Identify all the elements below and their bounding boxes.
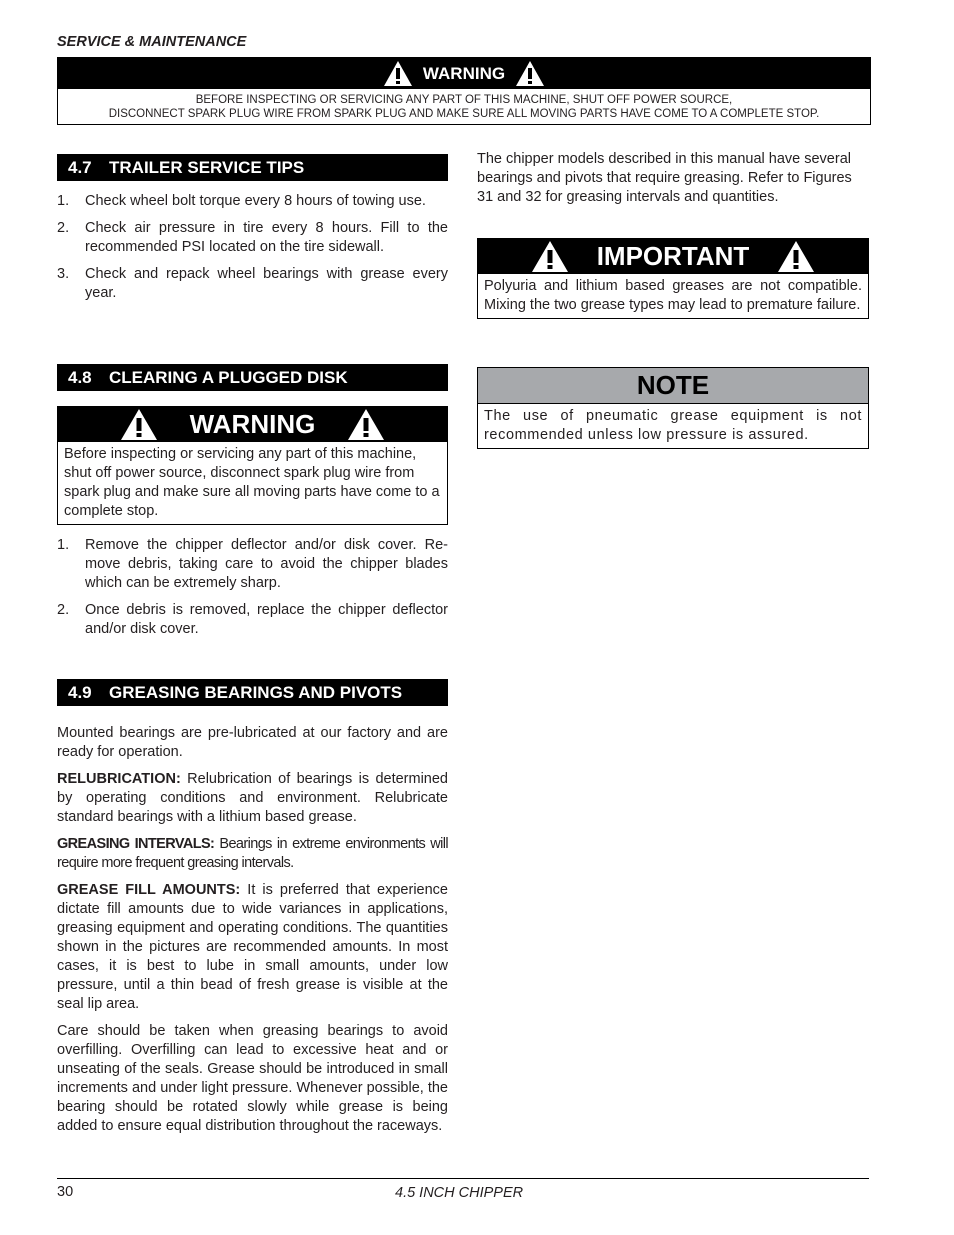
grease-fill-amounts-paragraph: GREASE FILL AMOUNTS: It is preferred that experience dictate fill amounts due to wide variances in applications, greasing equipment and operating conditions. The quantities shown in the pictures are recommended amounts. In most cases, it is best to lube in small amounts, under low pressure, until a thin bead of fresh grease is visible at the seal lip area. [57,882,448,1012]
list-item: 1. Check wheel bolt torque every 8 hours of towing use. [57,193,426,209]
care-paragraph: Care should be taken when greasing bearings to avoid overfilling. Overfilling can lead to excessive heat and or unseating of the seals. Grease should be introduced in small increments and under light pressure. Whenever possible, the bearing should be rotated slowly while grease is being added to ensure equal distribution throughout the raceways. [57,1023,448,1134]
note-box-bar [478,368,868,404]
top-warning-title: WARNING [422,63,506,83]
list-item: 2. Check air pressure in tire every 8 hours. Fill to the recommended PSI located on the tire sidewall. [57,220,448,255]
note-box [477,367,869,449]
footer-rule [57,1178,869,1179]
warning-box-text: Before inspecting or servicing any part of this machine, shut off power source, disconnect spark plug wire from spark plug and make sure all moving parts have come to a complete stop. [64,446,440,519]
warning-triangle-icon [347,408,385,441]
list-item: 1. Remove the chipper deflector and/or disk cover. Re-move debris, taking care to avoid the chipper blades which can be extremely sharp. [57,537,448,591]
greasing-intro: Mounted bearings are pre-lubricated at our factory and are ready for operation. [57,725,448,760]
list-item: 3. Check and repack wheel bearings with grease every year. [57,266,448,301]
greasing-intervals-paragraph: GREASING INTERVALS: Bearings in extreme environments will require more frequent greasing intervals. [57,836,448,871]
page-section-label: SERVICE & MAINTENANCE [57,34,247,50]
document-title: 4.5 INCH CHIPPER [395,1185,524,1201]
top-warning-banner [57,57,871,125]
important-box-bar [478,239,868,274]
plugged-disk-steps [57,536,448,647]
section-number: 4.8 [68,368,92,387]
warning-triangle-icon [531,240,569,273]
warning-triangle-icon [777,240,815,273]
trailer-tips-list [57,192,448,311]
warning-triangle-icon [120,408,158,441]
page-number: 30 [57,1184,74,1200]
section-title: TRAILER SERVICE TIPS [109,158,305,177]
right-intro-paragraph: The chipper models described in this manual have several bearings and pivots that require greasing. Refer to Figures 31 and 32 for greasing intervals and quantities. [477,151,852,205]
warning-triangle-icon [515,60,545,87]
section-heading-4-9 [57,679,448,706]
greasing-text-block [57,724,448,1136]
important-box-title: IMPORTANT [596,241,750,271]
important-box [477,238,869,319]
top-warning-line-1: BEFORE INSPECTING OR SERVICING ANY PART OF THIS MACHINE, SHUT OFF POWER SOURCE, [195,94,733,106]
warning-box-bar [58,407,447,442]
list-item: 2. Once debris is removed, replace the chipper deflector and/or disk cover. [57,602,448,637]
relubrication-paragraph: RELUBRICATION: Relubrication of bearings is determined by operating conditions and environment. Relubricate standard bearings with a lithium based grease. [57,771,448,825]
warning-triangle-icon [383,60,413,87]
note-box-text: The use of pneumatic grease equipment is not recommended unless low pressure is assured. [484,408,862,443]
section-title: CLEARING A PLUGGED DISK [109,368,348,387]
note-box-title: NOTE [636,370,710,400]
section-number: 4.7 [68,158,92,177]
top-warning-bar [58,58,870,89]
section-heading-4-8 [57,364,448,391]
section-number: 4.9 [68,683,92,702]
section-title: GREASING BEARINGS AND PIVOTS [109,683,403,702]
warning-box-title: WARNING [189,409,316,439]
top-warning-text [58,89,870,124]
top-warning-line-2: DISCONNECT SPARK PLUG WIRE FROM SPARK PLUG AND MAKE SURE ALL MOVING PARTS HAVE COME TO A COMPLETE STOP. [108,108,820,120]
section-heading-4-7 [57,154,448,181]
warning-box [57,406,448,525]
important-box-text: Polyuria and lithium based greases are not compatible. Mixing the two grease types may lead to premature failure. [484,278,862,313]
